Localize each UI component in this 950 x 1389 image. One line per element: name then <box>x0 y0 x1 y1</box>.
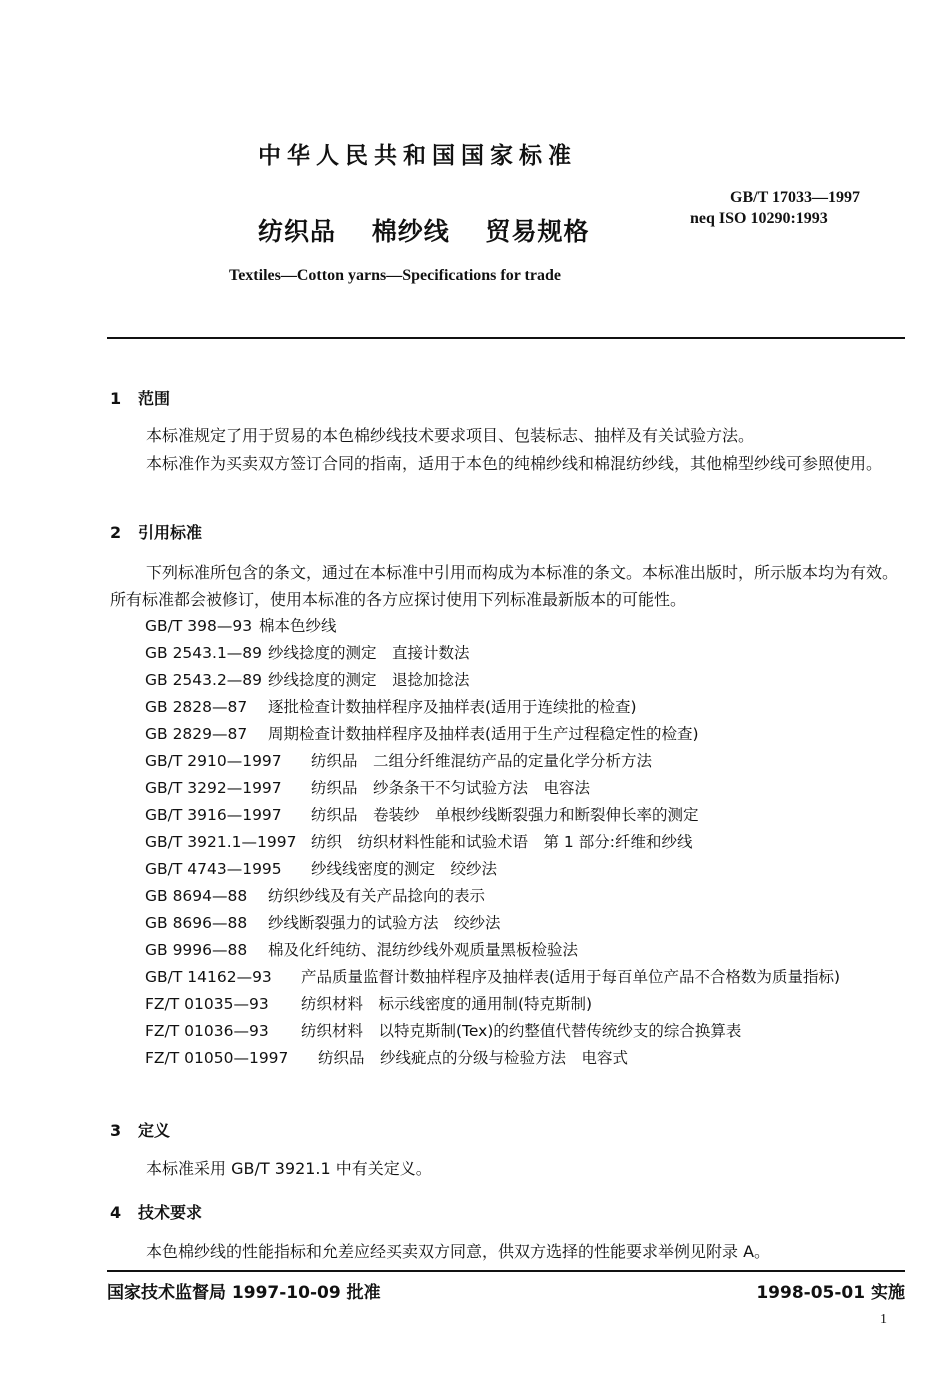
reference-code: FZ/T 01035—93 <box>145 995 269 1013</box>
reference-description: 纺织 纺织材料性能和试验术语 第 1 部分:纤维和纱线 <box>311 833 693 851</box>
reference-item <box>145 1018 910 1045</box>
section-3-heading <box>110 1118 170 1141</box>
reference-code: GB 2543.2—89 <box>145 671 263 689</box>
implementation-date: 1998-05-01 实施 <box>756 1283 905 1303</box>
reference-item <box>145 964 910 991</box>
footer-divider <box>107 1270 905 1272</box>
reference-item <box>145 937 910 964</box>
reference-description: 纱线捻度的测定 直接计数法 <box>268 644 470 662</box>
title-part-3: 贸易规格 <box>485 217 590 246</box>
reference-description: 周期检查计数抽样程序及抽样表(适用于生产过程稳定性的检查) <box>268 725 699 743</box>
reference-description: 纱线捻度的测定 退捻加捻法 <box>268 671 470 689</box>
reference-code: GB 2828—87 <box>145 698 248 716</box>
section-number: 3 <box>110 1121 122 1140</box>
reference-description: 纺织品 纱线疵点的分级与检验方法 电容式 <box>318 1049 629 1067</box>
reference-description: 棉本色纱线 <box>259 617 337 635</box>
section-2-heading <box>110 520 202 543</box>
equivalent-standard: neq ISO 10290:1993 <box>690 210 828 227</box>
reference-description: 纺织材料 标示线密度的通用制(特克斯制) <box>301 995 593 1013</box>
section-number: 2 <box>110 523 122 542</box>
reference-code: GB/T 3921.1—1997 <box>145 833 297 851</box>
reference-item <box>145 775 910 802</box>
title-part-2: 棉纱线 <box>371 217 450 246</box>
reference-item <box>145 1045 910 1072</box>
reference-item <box>145 856 910 883</box>
section-1-paragraph-1: 本标准规定了用于贸易的本色棉纱线技术要求项目、包装标志、抽样及有关试验方法。 <box>146 426 755 445</box>
section-number: 4 <box>110 1203 122 1222</box>
reference-code: GB/T 4743—1995 <box>145 860 282 878</box>
title-part-1: 纺织品 <box>258 217 337 246</box>
reference-description: 逐批检查计数抽样程序及抽样表(适用于连续批的检查) <box>268 698 637 716</box>
reference-code: GB 2829—87 <box>145 725 248 743</box>
document-title <box>258 212 615 248</box>
section-title: 引用标准 <box>138 523 203 542</box>
section-4-paragraph-1: 本色棉纱线的性能指标和允差应经买卖双方同意，供双方选择的性能要求举例见附录 A。 <box>146 1242 771 1261</box>
header-divider <box>107 337 905 339</box>
reference-item <box>145 721 910 748</box>
section-title: 技术要求 <box>138 1203 203 1222</box>
section-3-paragraph-1: 本标准采用 GB/T 3921.1 中有关定义。 <box>146 1159 432 1178</box>
reference-code: GB 8694—88 <box>145 887 248 905</box>
reference-code: GB/T 2910—1997 <box>145 752 282 770</box>
reference-description: 纱线断裂强力的试验方法 绞纱法 <box>268 914 501 932</box>
reference-item <box>145 748 910 775</box>
reference-item <box>145 667 910 694</box>
reference-code: GB/T 398—93 <box>145 617 253 635</box>
section-title: 范围 <box>138 389 171 408</box>
reference-item <box>145 829 910 856</box>
section-4-heading <box>110 1200 202 1223</box>
reference-description: 纺织品 二组分纤维混纺产品的定量化学分析方法 <box>311 752 653 770</box>
reference-item <box>145 802 910 829</box>
reference-code: GB 2543.1—89 <box>145 644 263 662</box>
reference-item <box>145 694 910 721</box>
section-2-paragraph-1: 下列标准所包含的条文，通过在本标准中引用而构成为本标准的条文。本标准出版时，所示版本均为有效。所有标准都会被修订，使用本标准的各方应探讨使用下列标准最新版本的可能性。 <box>110 563 899 609</box>
reference-description: 纺织纱线及有关产品捻向的表示 <box>268 887 486 905</box>
page-number: 1 <box>880 1312 887 1327</box>
reference-description: 棉及化纤纯纺、混纺纱线外观质量黑板检验法 <box>268 941 579 959</box>
section-1-paragraph-2: 本标准作为买卖双方签订合同的指南，适用于本色的纯棉纱线和棉混纺纱线，其他棉型纱线可参照使用。 <box>146 454 883 473</box>
referenced-standards-list <box>145 613 910 1072</box>
approval-date: 国家技术监督局 1997-10-09 批准 <box>107 1283 381 1303</box>
reference-description: 纺织材料 以特克斯制(Tex)的约整值代替传统纱支的综合换算表 <box>301 1022 742 1040</box>
country-standard-title: 中华人民共和国国家标准 <box>258 143 577 169</box>
document-title-english: Textiles—Cotton yarns—Specifications for trade <box>229 267 561 284</box>
standard-number: GB/T 17033—1997 <box>730 189 860 206</box>
reference-description: 纺织品 卷装纱 单根纱线断裂强力和断裂伸长率的测定 <box>311 806 699 824</box>
reference-item <box>145 910 910 937</box>
section-number: 1 <box>110 389 122 408</box>
reference-item <box>145 640 910 667</box>
reference-code: GB 9996—88 <box>145 941 248 959</box>
reference-description: 纺织品 纱条条干不匀试验方法 电容法 <box>311 779 591 797</box>
reference-code: GB 8696—88 <box>145 914 248 932</box>
reference-code: FZ/T 01050—1997 <box>145 1049 289 1067</box>
reference-description: 纱线线密度的测定 绞纱法 <box>311 860 498 878</box>
reference-description: 产品质量监督计数抽样程序及抽样表(适用于每百单位产品不合格数为质量指标) <box>301 968 841 986</box>
reference-item <box>145 883 910 910</box>
reference-code: GB/T 14162—93 <box>145 968 272 986</box>
reference-code: GB/T 3916—1997 <box>145 806 282 824</box>
reference-item <box>145 991 910 1018</box>
section-title: 定义 <box>138 1121 171 1140</box>
reference-code: GB/T 3292—1997 <box>145 779 282 797</box>
standard-code-block <box>690 188 860 229</box>
reference-code: FZ/T 01036—93 <box>145 1022 269 1040</box>
section-1-heading <box>110 386 170 409</box>
reference-item <box>145 613 910 640</box>
